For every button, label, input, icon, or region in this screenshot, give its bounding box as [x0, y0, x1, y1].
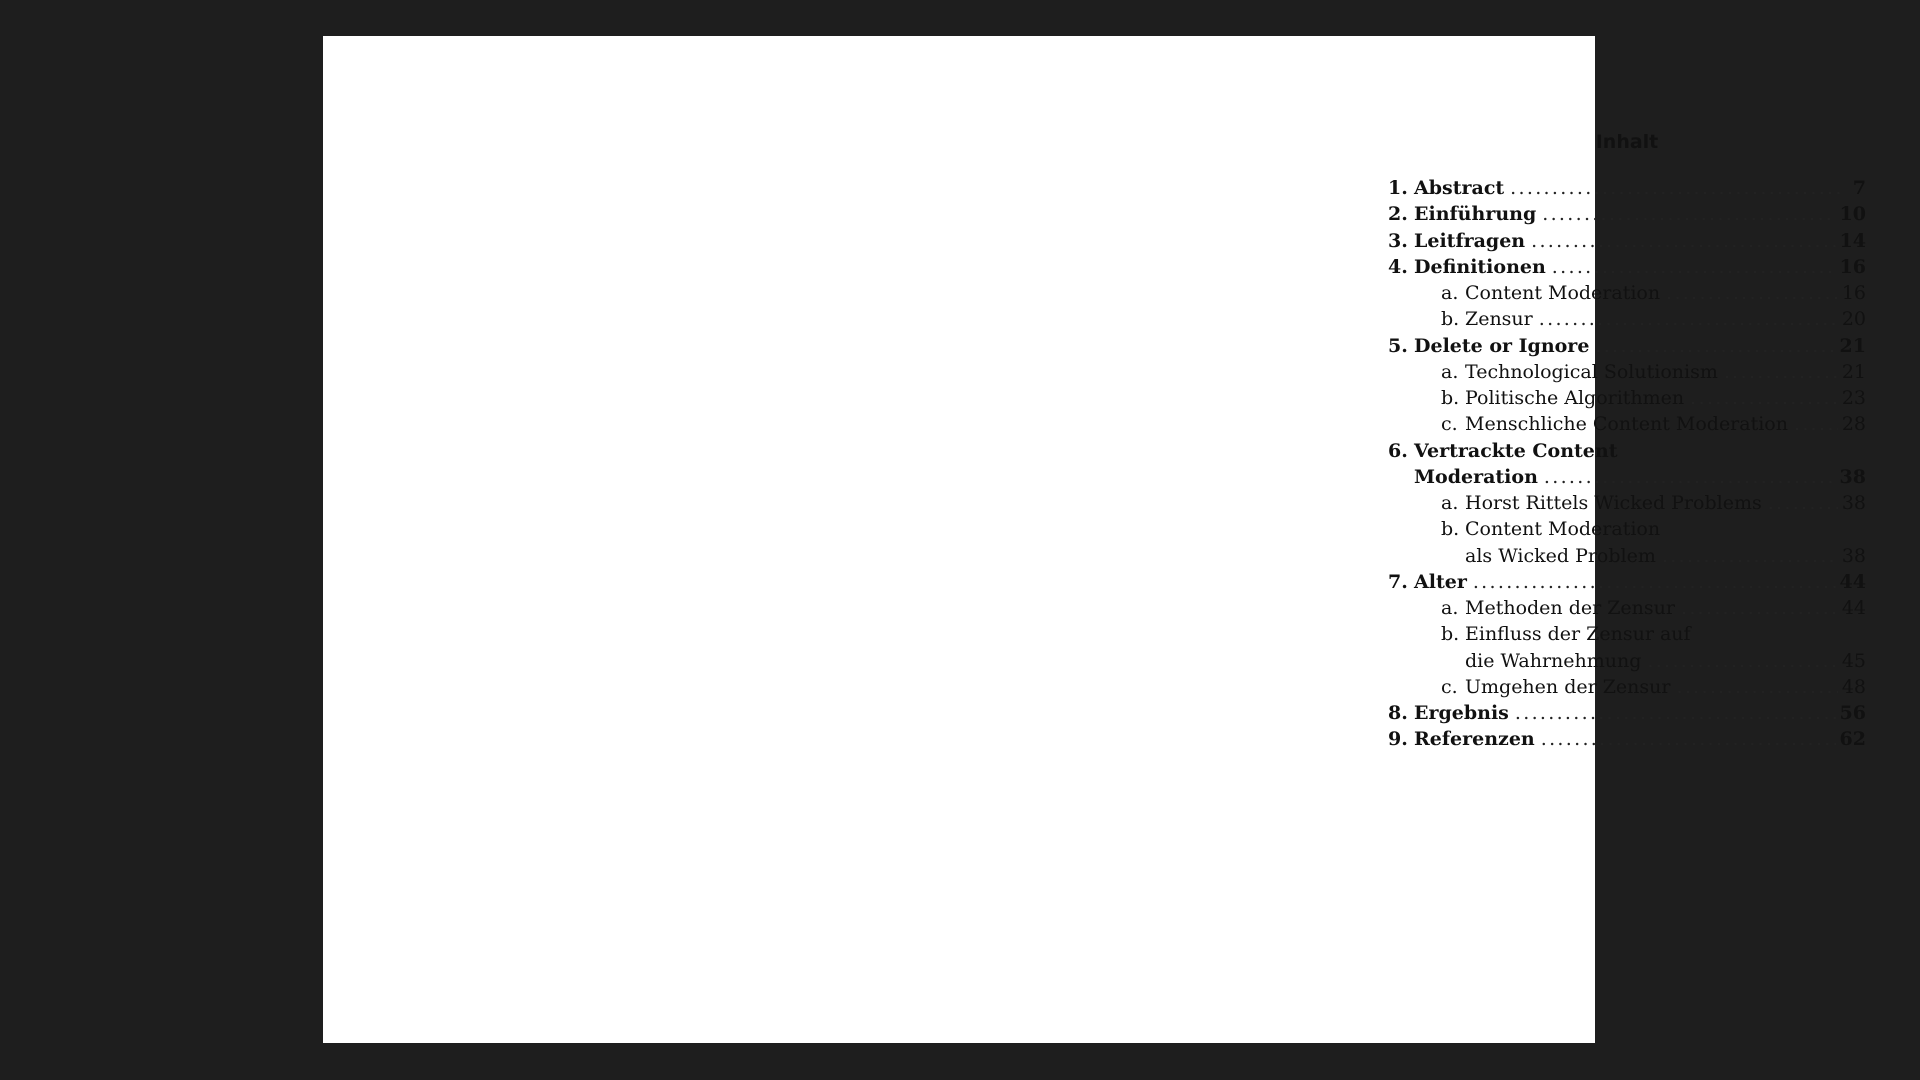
toc-entry-continuation[interactable]: [1388, 464, 1866, 490]
dot-leader: [1690, 385, 1838, 411]
dot-leader: [1510, 175, 1840, 201]
toc-entry-number: c.: [1441, 675, 1458, 698]
toc-entry[interactable]: [1388, 569, 1866, 595]
toc-entry[interactable]: [1388, 700, 1866, 726]
toc-entry-page: 21: [1841, 360, 1866, 383]
toc-entry-page: 7: [1852, 177, 1866, 199]
toc-entry-label: Content Moderation: [1465, 282, 1661, 304]
toc-entry[interactable]: [1388, 490, 1866, 516]
toc-entry-page: 23: [1841, 387, 1866, 409]
toc-entry-number: 3.: [1388, 229, 1408, 252]
toc-entry-label: Politische Algorithmen: [1465, 387, 1685, 409]
dot-leader: [1647, 648, 1837, 674]
document-page: [323, 36, 1866, 1043]
toc-entry-label: Horst Rittels Wicked Problems: [1465, 492, 1762, 514]
toc-entry[interactable]: [1388, 621, 1866, 647]
toc-entry[interactable]: [1388, 411, 1866, 437]
toc-entry[interactable]: [1388, 359, 1866, 385]
toc-entry-number: 9.: [1388, 728, 1408, 751]
dot-leader: [1531, 228, 1835, 254]
toc-entry-label-continued: die Wahrnehmung: [1465, 649, 1642, 672]
toc-entry-label: Menschliche Content Moderation: [1465, 413, 1788, 436]
toc-entry-page: 38: [1839, 465, 1866, 488]
toc-entry-page: 38: [1841, 544, 1866, 567]
toc-entry-label: Leitfragen: [1414, 229, 1526, 252]
dot-leader: [1676, 674, 1837, 700]
dot-leader: [1666, 280, 1838, 306]
toc-entry-number: 2.: [1388, 203, 1408, 226]
toc-entry-label: Zensur: [1465, 308, 1533, 331]
dot-leader: [1539, 306, 1838, 332]
toc-entry-number: a.: [1441, 282, 1459, 304]
dot-leader: [1552, 254, 1836, 280]
dot-leader: [1662, 543, 1838, 569]
toc-entry-page: 21: [1839, 334, 1866, 357]
toc-entry-number: 5.: [1388, 334, 1408, 357]
dot-leader: [1541, 726, 1836, 752]
toc-entry-page: 45: [1841, 649, 1866, 672]
toc-entry-label: Methoden der Zensur: [1465, 597, 1675, 619]
toc-entry[interactable]: [1388, 595, 1866, 621]
toc-entry-number: 8.: [1388, 702, 1408, 724]
toc-entry[interactable]: [1388, 254, 1866, 280]
toc-entry-number: b.: [1441, 518, 1460, 541]
toc-entry-label: Content Moderation: [1465, 518, 1661, 541]
toc-entry-number: b.: [1441, 308, 1460, 331]
toc-entry-continuation[interactable]: [1388, 543, 1866, 569]
toc-entry[interactable]: [1388, 438, 1866, 464]
dot-leader: [1768, 490, 1838, 516]
toc-entry-label: Einführung: [1414, 203, 1537, 226]
toc-entry-number: 6.: [1388, 439, 1408, 462]
dot-leader: [1681, 595, 1838, 621]
toc-entry-page: 56: [1839, 702, 1866, 724]
toc-list: [1388, 175, 1866, 753]
toc-entry[interactable]: [1388, 726, 1866, 752]
toc-entry[interactable]: [1388, 280, 1866, 306]
toc-entry-page: 16: [1839, 255, 1866, 278]
toc-entry[interactable]: [1388, 201, 1866, 227]
toc-entry-label-continued: Moderation: [1414, 465, 1538, 488]
toc-entry-page: 20: [1841, 308, 1866, 331]
toc-entry[interactable]: [1388, 228, 1866, 254]
toc-entry-label: Abstract: [1414, 177, 1505, 199]
toc-entry-label-continued: als Wicked Problem: [1465, 544, 1656, 567]
toc-entry-label: Technological Solutionism: [1465, 360, 1718, 383]
toc-entry-number: a.: [1441, 492, 1459, 514]
toc-entry[interactable]: [1388, 333, 1866, 359]
toc-entry-label: Umgehen der Zensur: [1465, 675, 1671, 698]
toc-entry-page: 38: [1841, 492, 1866, 514]
toc-entry-label: Delete or Ignore: [1414, 334, 1590, 357]
toc-entry-label: Alter: [1414, 570, 1467, 593]
toc-entry-page: 16: [1841, 282, 1866, 304]
toc-entry-page: 62: [1839, 728, 1866, 751]
toc-entry[interactable]: [1388, 306, 1866, 332]
toc-entry[interactable]: [1388, 516, 1866, 542]
toc-entry-number: 1.: [1388, 177, 1408, 199]
toc-entry-continuation[interactable]: [1388, 648, 1866, 674]
dot-leader: [1724, 359, 1838, 385]
toc-entry-page: 14: [1839, 229, 1866, 252]
dot-leader: [1542, 201, 1835, 227]
toc-entry-page: 48: [1841, 675, 1866, 698]
dot-leader: [1473, 569, 1836, 595]
toc-entry-label: Einfluss der Zensur auf: [1465, 623, 1691, 646]
toc-entry-label: Definitionen: [1414, 255, 1546, 278]
dot-leader: [1794, 411, 1838, 437]
toc-entry-page: 10: [1839, 203, 1866, 226]
toc-heading: Inhalt: [1595, 131, 1659, 153]
toc-entry-page: 44: [1841, 597, 1866, 619]
toc-entry-page: 44: [1839, 570, 1866, 593]
dot-leader: [1515, 700, 1836, 726]
toc-entry-label: Vertrackte Content: [1414, 439, 1618, 462]
toc-entry-label: Ergebnis: [1414, 702, 1509, 724]
dot-leader: [1544, 464, 1836, 490]
toc-entry-number: 4.: [1388, 255, 1408, 278]
toc-entry[interactable]: [1388, 385, 1866, 411]
toc-entry-label: Referenzen: [1414, 728, 1535, 751]
toc-entry-number: c.: [1441, 413, 1458, 436]
toc-entry[interactable]: [1388, 674, 1866, 700]
toc-entry-number: a.: [1441, 597, 1459, 619]
toc-entry-page: 28: [1841, 413, 1866, 436]
table-of-contents: [1388, 127, 1866, 753]
toc-entry-number: b.: [1441, 387, 1460, 409]
toc-entry[interactable]: [1388, 175, 1866, 201]
toc-entry-number: a.: [1441, 360, 1459, 383]
toc-entry-number: b.: [1441, 623, 1460, 646]
toc-entry-number: 7.: [1388, 570, 1408, 593]
dot-leader: [1595, 333, 1835, 359]
